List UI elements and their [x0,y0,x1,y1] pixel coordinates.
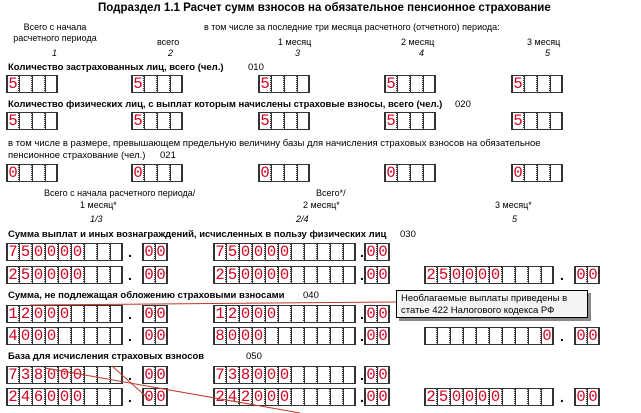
digit-cell: 0 [155,388,168,406]
total-since-start-label: Всего с начала расчетного периода [13,22,97,43]
digit-cell: 0 [279,243,290,261]
digit-cell: 2 [227,305,238,323]
digit-cell: 0 [240,305,251,323]
decimal-dot: . [360,306,364,322]
digit-cell: 0 [477,266,488,284]
row-020-label: Количество физических лиц, с выплат которым начислены страховые взносы, всего (чел.) [8,99,443,110]
digit-cell: 7 [213,366,226,384]
digit-cell: 0 [364,305,377,323]
digit-cell: 1 [213,305,226,323]
h2-num-24: 2/4 [296,214,309,224]
digit-cell: 0 [451,388,462,406]
decimal-dot: . [360,367,364,383]
digit-cell: 0 [72,266,83,284]
digit-cell: 4 [6,327,19,345]
digit-cell: 2 [6,266,19,284]
digit-cell: 0 [59,388,70,406]
digit-cell: 0 [20,327,31,345]
digit-cell: 0 [142,366,155,384]
digit-cell: 0 [587,388,600,406]
digit-cell: 0 [59,305,70,323]
row-020-code: 020 [455,99,471,110]
digit-cell: 5 [511,75,524,93]
digit-cell: 2 [20,305,31,323]
decimal-dot: . [128,267,132,283]
digit-cell: 7 [6,366,19,384]
digit-cell: 7 [213,243,226,261]
digit-cell: 0 [33,243,44,261]
digit-cell: 2 [213,388,226,406]
digit-cell: 5 [227,243,238,261]
col-num-5: 5 [545,48,551,58]
digit-cell: 0 [377,366,390,384]
decimal-dot: . [560,389,564,405]
digit-cell: 0 [266,243,277,261]
digit-cell: 0 [155,366,168,384]
digit-cell: 0 [464,388,475,406]
digit-cell: 5 [258,112,271,130]
digit-cell: 0 [541,327,554,345]
digit-cell: 5 [511,112,524,130]
digit-cell: 5 [131,75,144,93]
decimal-dot: . [128,328,132,344]
digit-cell: 0 [59,266,70,284]
digit-cell: 0 [377,388,390,406]
digit-cell: 0 [377,305,390,323]
digit-cell: 0 [142,327,155,345]
digit-cell: 0 [253,305,264,323]
digit-cell: 0 [33,305,44,323]
incl-last3-label: в том числе за последние три месяца расчетного (отчетного) периода: [204,22,500,32]
digit-cell: 0 [574,266,587,284]
digit-cell: 7 [6,243,19,261]
digit-cell: 0 [46,305,57,323]
h2-m3-label: 3 месяц* [495,200,532,210]
digit-cell: 0 [59,366,70,384]
digit-cell: 3 [227,366,238,384]
col-num-3: 3 [295,48,301,58]
digit-cell: 0 [253,327,264,345]
digit-cell: 0 [574,327,587,345]
row-010-code: 010 [248,62,264,73]
arrow-note-to-040 [30,302,396,305]
arrow-050-up [112,366,150,400]
digit-cell: 2 [6,388,19,406]
digit-cell: 0 [46,243,57,261]
digit-cell: 0 [364,243,377,261]
digit-cell: 6 [33,388,44,406]
decimal-dot: . [128,389,132,405]
digit-cell: 0 [279,388,290,406]
row-050-code: 050 [246,351,262,362]
decimal-dot: . [560,267,564,283]
decimal-dot: . [128,367,132,383]
digit-cell: 4 [20,388,31,406]
row-021-label-line1: в том числе в размере, превышающем предельную величину базы для начисления страховых взносов на обязательное [8,138,541,149]
digit-cell: 0 [72,388,83,406]
digit-cell: 5 [227,266,238,284]
decimal-dot: . [128,306,132,322]
digit-cell: 0 [253,388,264,406]
digit-cell: 0 [240,243,251,261]
digit-cell: 0 [142,243,155,261]
digit-cell: 2 [424,266,437,284]
digit-cell: 0 [33,266,44,284]
digit-cell: 0 [377,243,390,261]
digit-cell: 8 [240,366,251,384]
digit-cell: 0 [155,305,168,323]
digit-cell: 1 [6,305,19,323]
digit-cell: 0 [155,327,168,345]
row-021-code: 021 [160,150,176,161]
digit-cell: 0 [511,164,524,182]
digit-cell: 5 [384,75,397,93]
col-num-4: 4 [419,48,425,58]
digit-cell: 0 [46,266,57,284]
row-040-label: Сумма, не подлежащая обложению страховыми взносами [8,290,285,301]
row-030-code: 030 [400,229,416,240]
decimal-dot: . [560,328,564,344]
digit-cell: 0 [266,366,277,384]
page-title: Подраздел 1.1 Расчет сумм взносов на обязательное пенсионное страхование [98,2,551,14]
row-030-label: Сумма выплат и иных вознаграждений, исчисленных в пользу физических лиц [8,229,387,240]
digit-cell: 0 [240,266,251,284]
decimal-dot: . [128,244,132,260]
digit-cell: 0 [240,327,251,345]
digit-cell: 0 [142,388,155,406]
digit-cell: 0 [131,164,144,182]
digit-cell: 0 [574,388,587,406]
note-text: Необлагаемые выплаты приведены в статье 422 Налогового кодекса РФ [401,293,568,316]
digit-cell: 0 [59,243,70,261]
digit-cell: 5 [6,75,19,93]
col-m3-label: 3 месяц [527,37,561,47]
digit-cell: 0 [155,266,168,284]
digit-cell: 0 [46,327,57,345]
digit-cell: 0 [266,388,277,406]
digit-cell: 0 [490,266,501,284]
digit-cell: 5 [384,112,397,130]
digit-cell: 8 [33,366,44,384]
decimal-dot: . [360,389,364,405]
digit-cell: 0 [253,266,264,284]
digit-cell: 0 [6,164,19,182]
decimal-dot: . [360,244,364,260]
digit-cell: 0 [227,327,238,345]
digit-cell: 0 [155,243,168,261]
digit-cell: 0 [364,366,377,384]
digit-cell: 2 [213,266,226,284]
digit-cell: 0 [279,366,290,384]
digit-cell: 0 [142,266,155,284]
digit-cell: 0 [384,164,397,182]
digit-cell: 0 [490,388,501,406]
digit-cell: 0 [33,327,44,345]
digit-cell: 0 [364,327,377,345]
digit-cell: 0 [72,243,83,261]
h2-total-label: Всего с начала расчетного периода/ [44,188,196,198]
digit-cell: 2 [424,388,437,406]
col-total-label: всего [157,37,180,47]
h2-m1-label: 1 месяц* [80,200,117,210]
digit-cell: 0 [587,266,600,284]
digit-cell: 0 [253,243,264,261]
digit-cell: 0 [451,266,462,284]
digit-cell: 0 [377,266,390,284]
digit-cell: 5 [6,112,19,130]
col-num-1: 1 [52,48,58,58]
digit-cell: 0 [72,366,83,384]
col-m1-label: 1 месяц [278,37,312,47]
digit-cell: 5 [20,266,31,284]
digit-cell: 5 [258,75,271,93]
digit-cell: 0 [279,266,290,284]
digit-cell: 0 [266,266,277,284]
digit-cell: 5 [438,388,449,406]
decimal-dot: . [360,267,364,283]
digit-cell: 0 [266,305,277,323]
digit-cell: 5 [438,266,449,284]
h2-num-5: 5 [512,214,518,224]
digit-cell: 8 [213,327,226,345]
row-021-label-line2: пенсионное страхование (чел.) [8,150,146,161]
h2-m2-label: 2 месяц* [303,200,340,210]
col-num-2: 2 [168,48,174,58]
row-040-code: 040 [303,290,319,301]
digit-cell: 0 [46,366,57,384]
row-050-label: База для исчисления страховых взносов [8,351,205,362]
digit-cell: 0 [464,266,475,284]
digit-cell: 2 [240,388,251,406]
digit-cell: 3 [20,366,31,384]
digit-cell: 0 [364,266,377,284]
row-010-label: Количество застрахованных лиц, всего (чел.) [8,62,224,73]
col-m2-label: 2 месяц [401,37,435,47]
decimal-dot: . [360,328,364,344]
h2-total-star-label: Всего*/ [316,188,346,198]
digit-cell: 0 [477,388,488,406]
digit-cell: 0 [258,164,271,182]
digit-cell: 5 [20,243,31,261]
digit-cell: 0 [46,388,57,406]
digit-cell: 0 [364,388,377,406]
digit-cell: 0 [587,327,600,345]
digit-cell: 0 [142,305,155,323]
digit-cell: 0 [253,366,264,384]
arrow-050-diagonal [45,368,300,413]
digit-cell: 0 [377,327,390,345]
digit-cell: 5 [131,112,144,130]
h2-num-13: 1/3 [90,214,103,224]
digit-cell: 4 [227,388,238,406]
